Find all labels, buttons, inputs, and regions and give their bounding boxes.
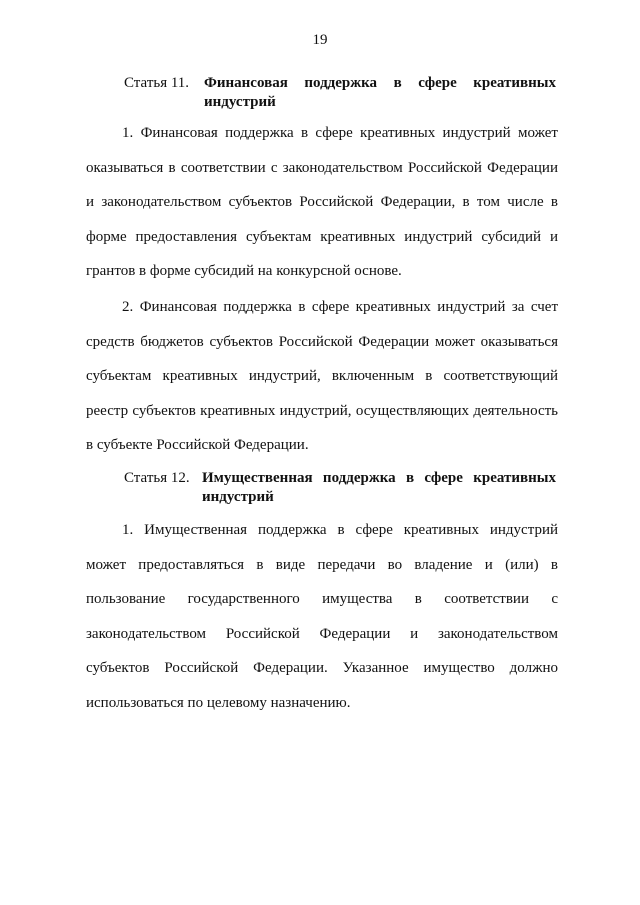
article-12-paragraph-1: 1. Имущественная поддержка в сфере креативных индустрий может предоставляться в виде передачи во владение и (или) в пользование государственного имущества в соответствии с законодательством Российской Федерации и законодательством субъектов Российской Федерации. Указанное имущество должно использоваться по целевому назначению. — [86, 522, 558, 711]
article-11-number: Статья 11. — [124, 75, 190, 91]
article-11-heading — [124, 74, 556, 112]
article-12-title: Имущественная поддержка в сфере креативных индустрий — [202, 470, 556, 505]
article-11-paragraph-2: 2. Финансовая поддержка в сфере креативных индустрий за счет средств бюджетов субъектов Российской Федерации может оказываться субъектам креативных индустрий, включенным в соответствующий реестр субъектов креативных индустрий, осуществляющих деятельность в субъекте Российской Федерации. — [86, 299, 558, 453]
article-11-paragraph-1: 1. Финансовая поддержка в сфере креативных индустрий может оказываться в соответствии с законодательством Российской Федерации и законодательством субъектов Российской Федерации, в том числе в форме предоставления субъектам креативных индустрий субсидий и грантов в форме субсидий на конкурсной основе. — [86, 125, 558, 279]
page-number: 19 — [312, 32, 328, 48]
article-11-title: Финансовая поддержка в сфере креативных индустрий — [204, 75, 556, 110]
article-12-heading — [124, 469, 556, 507]
article-12-number: Статья 12. — [124, 470, 190, 486]
